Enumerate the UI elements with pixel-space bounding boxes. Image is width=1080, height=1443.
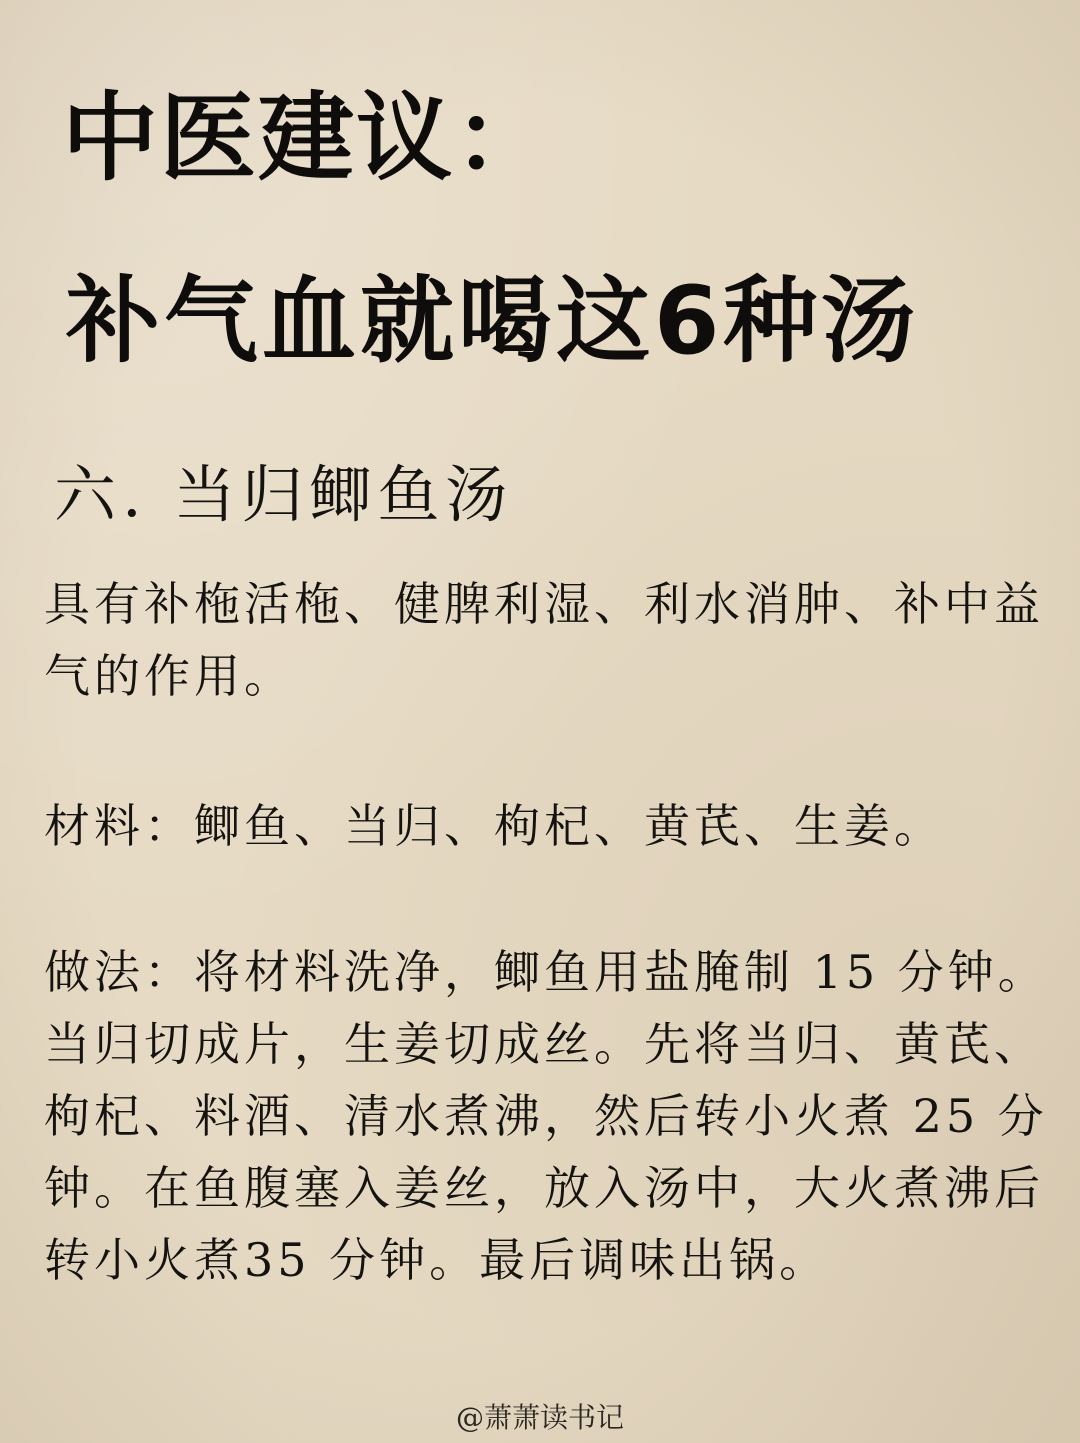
- section-heading: 六. 当归鲫鱼汤: [54, 458, 514, 531]
- title-line-1: 中医建议：: [62, 82, 552, 194]
- method-paragraph: 做法：将材料洗净，鲫鱼用盐腌制 15 分钟。当归切成片，生姜切成丝。先将当归、黄芪、枸杞、料酒、清水煮沸，然后转小火煮 25 分钟。在鱼腹塞入姜丝，放入汤中，大火煮沸后转小火煮35 分钟。最后调味出锅。: [44, 945, 1048, 1287]
- author-watermark: @萧萧读书记: [455, 1401, 624, 1434]
- materials-paragraph: 材料：鲫鱼、当归、枸杞、黄芪、生姜。: [44, 799, 944, 853]
- title-line-2: 补气血就喝这6种汤: [66, 267, 920, 376]
- effect-paragraph: 具有补柂活柂、健脾利湿、利水消肿、补中益气的作用。: [44, 577, 1044, 703]
